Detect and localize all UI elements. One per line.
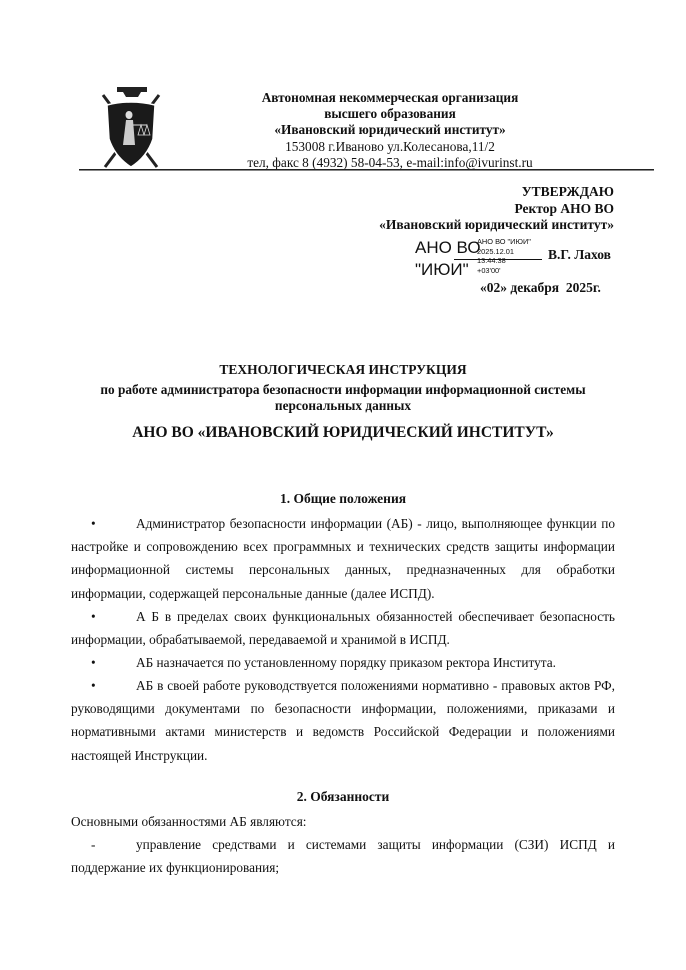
section-heading: 1. Общие положения [279,491,407,506]
section-heading: 2. Обязанности [296,789,390,804]
bullet-marker: • [91,516,96,531]
list-item [71,833,615,879]
list-item-text: АБ в своей работе руководствуется положениями нормативно - правовых актов РФ, руководящими документами по безопасности информации, положениями, приказами и нормативными актами министерств и ведомств Российской Федерации и положениями настоящей Инструкции. [71,678,615,763]
list-item [71,674,615,767]
list-item [71,605,615,651]
list-item [71,512,615,605]
approval-date: «02» декабря 2025г. [480,280,601,295]
document-subtitle [60,382,626,414]
signature-line [454,259,542,260]
dash-marker: - [91,837,96,852]
bullet-marker: • [91,678,96,693]
section-intro: Основными обязанностями АБ являются: [71,814,307,829]
list-item-text: Администратор безопасности информации (АБ) - лицо, выполняющее функции по настройке и сопровождению всех программных и технических средств защиты информации информационной системы персональных данных, предназначенных для обработки информации, содержащей персональные данные (далее ИСПД). [71,516,615,601]
bullet-marker: • [91,609,96,624]
org-line: «Ивановский юридический институт» [274,122,506,138]
stamp-org: АНО ВО [415,238,481,257]
approval-block [379,184,614,234]
list-item [71,651,615,674]
list-item-text: АБ назначается по установленному порядку приказом ректора Института. [136,655,556,670]
signature-date: 2025.12.01 [477,246,514,256]
institute-logo-icon [97,83,165,173]
document-org-title: АНО ВО «ИВАНОВСКИЙ ЮРИДИЧЕСКИЙ ИНСТИТУТ» [132,424,554,441]
org-line: Автономная некоммерческая организация [261,90,519,105]
subtitle-text: по работе администратора безопасности информации информационной системы персональных данных [100,382,586,413]
approval-line: «Ивановский юридический институт» [379,217,614,232]
list-item-text: управление средствами и системами защиты информации (СЗИ) ИСПД и поддержание их функционирования; [71,837,615,876]
list-item-text: А Б в пределах своих функциональных обязанностей обеспечивает безопасность информации, обрабатываемой, передаваемой и хранимой в ИСПД. [71,609,615,648]
signature-signer: АНО ВО "ИЮИ" [477,237,531,246]
org-address: 153008 г.Иваново ул.Колесанова,11/2 [285,138,495,154]
digital-signature-details [477,237,531,275]
signature-time: 13:44:38 [477,256,506,266]
stamp-org-abbr: "ИЮИ" [415,260,469,279]
org-line: высшего образования [324,106,456,122]
bullet-marker: • [91,655,96,670]
letterhead-organization [200,90,580,171]
signature-timezone: +03'00' [477,265,501,275]
approval-line: УТВЕРЖДАЮ [521,184,614,199]
document-title: ТЕХНОЛОГИЧЕСКАЯ ИНСТРУКЦИЯ [219,362,467,377]
letterhead-divider [79,169,654,171]
approval-line: Ректор АНО ВО [514,200,614,216]
org-contacts: тел, факс 8 (4932) 58-04-53, e-mail:info@ivurinst.ru [247,154,533,170]
signer-name: В.Г. Лахов [548,247,611,262]
